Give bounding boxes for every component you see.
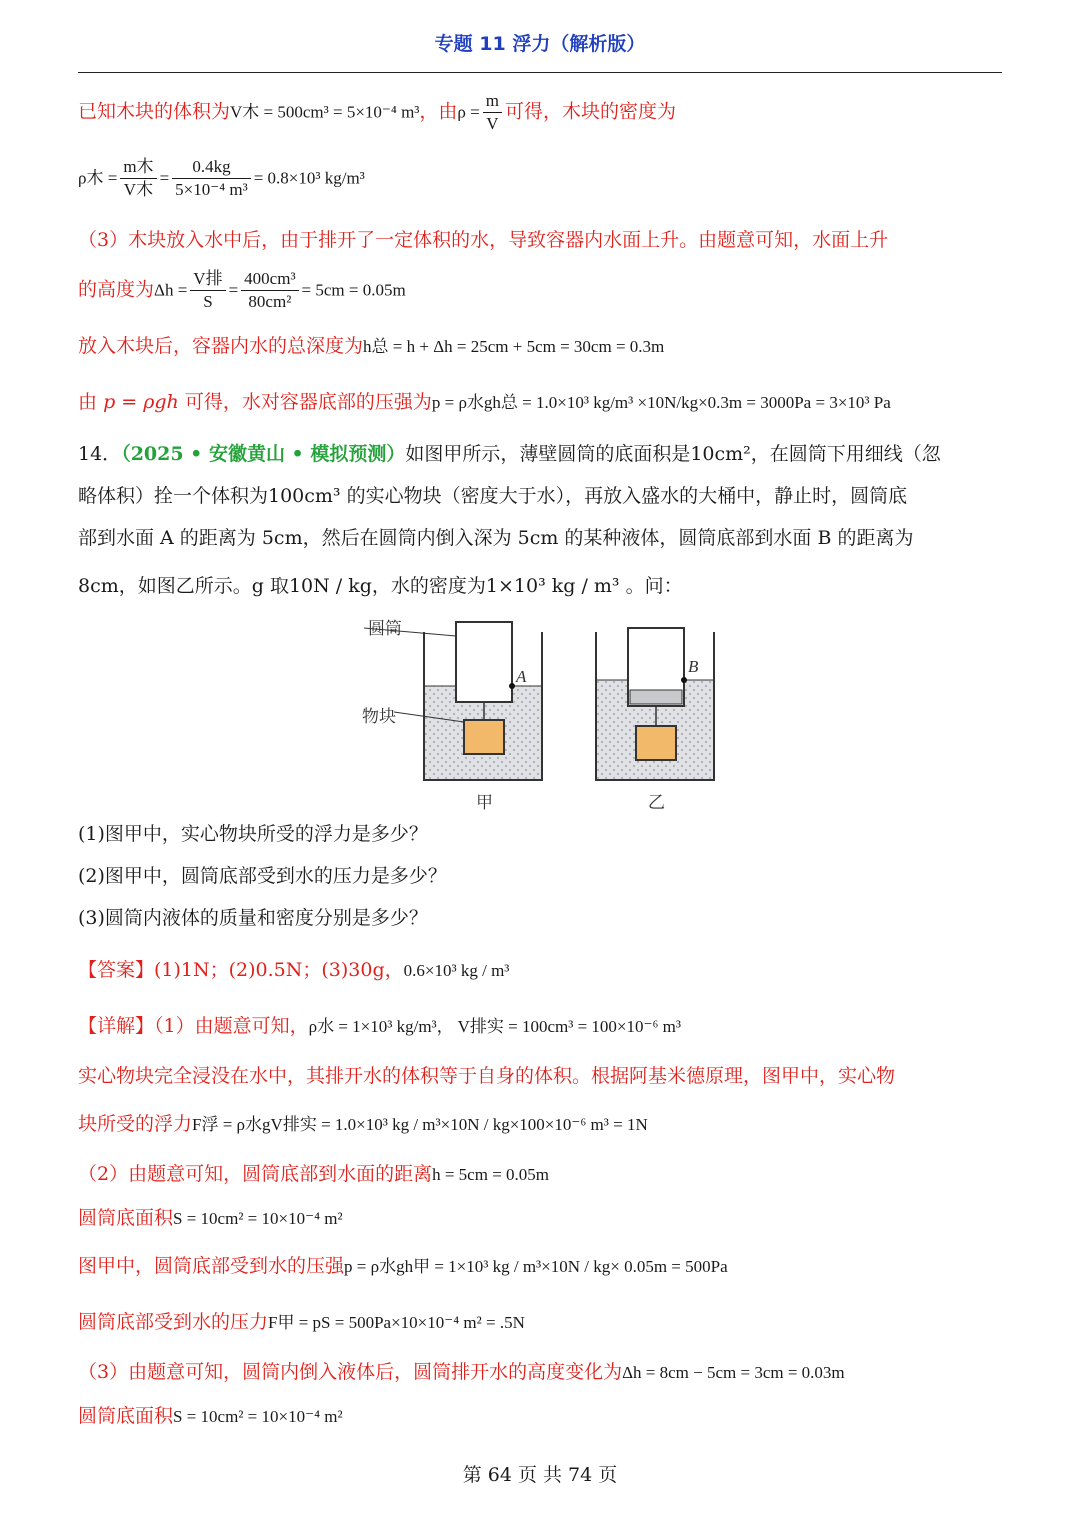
caption-yi: 乙 (648, 793, 665, 812)
label-block: 物块 (362, 707, 396, 726)
sub-question-3: (3)圆筒内液体的质量和密度分别是多少？ (78, 907, 428, 929)
detail-line-7: 圆筒底部受到水的压力F甲 = pS = 500Pa×10×10⁻⁴ m² = .5N (78, 1311, 525, 1333)
question-source: （2025 • 安徽黄山 • 模拟预测） (121, 443, 406, 465)
detail-tag: 【详解】 (78, 1015, 155, 1037)
label-a: A (516, 667, 527, 686)
detail-line-4: （2）由题意可知，圆筒底部到水面的距离h = 5cm = 0.05m (78, 1163, 550, 1185)
point-b-marker (681, 677, 687, 683)
fraction: $\frac{0.4kg}{\text{5×10⁻⁴ m³}}$ (172, 156, 251, 201)
cylinder-jia (456, 622, 512, 702)
detail-line-3: 块所受的浮力F浮 = ρ水gV排实 = 1.0×10³ kg / m³×10N / kg×100×10⁻⁶ m³ = 1N (78, 1113, 648, 1135)
answer-line: 【答案】(1)1N；(2)0.5N；(3)30g，0.6×10³ kg / m³ (78, 959, 510, 981)
buoyancy-diagram (360, 612, 730, 812)
liquid-layer-yi (630, 690, 682, 704)
fraction: $\frac{\text{400cm³}}{\text{80cm²}}$ (241, 268, 298, 313)
solution-part3-line2: 的高度为Δh = $\frac{\text{V排}}{S}$ = $\frac{\text{400cm³}}{\text{80cm²}}$ = 5cm = 0.05m (78, 269, 406, 311)
page-number: 第 64 页 共 74 页 (462, 1464, 618, 1486)
answer-tag: 【答案】 (78, 959, 155, 981)
question-14-line1: 14．（2025 • 安徽黄山 • 模拟预测）如图甲所示，薄壁圆筒的底面积是10cm²，在圆筒下用细线（忽 (78, 443, 941, 465)
label-cylinder: 圆筒 (368, 619, 402, 638)
question-14-line2: 略体积）拴一个体积为100cm³ 的实心物块（密度大于水），再放入盛水的大桶中，静止时，圆筒底 (78, 485, 908, 507)
point-a-marker (509, 683, 515, 689)
detail-line-5: 圆筒底面积S = 10cm² = 10×10⁻⁴ m² (78, 1207, 343, 1229)
solution-line-density: ρ木 = $\frac{\text{m木}}{\text{V木}}$ = $\frac{0.4kg}{\text{5×10⁻⁴ m³}}$ = 0.8×10³ kg/m³ (78, 157, 365, 199)
detail-line-9: 圆筒底面积S = 10cm² = 10×10⁻⁴ m² (78, 1405, 343, 1427)
caption-jia: 甲 (476, 793, 493, 812)
detail-line-8: （3）由题意可知，圆筒内倒入液体后，圆筒排开水的高度变化为Δh = 8cm − 5cm = 3cm = 0.03m (78, 1361, 845, 1383)
question-14-line4: 8cm，如图乙所示。g 取10N / kg，水的密度为1×10³ kg / m³ 。问： (78, 575, 683, 597)
fraction: $\frac{\text{m木}}{\text{V木}}$ (120, 156, 156, 201)
container-jia (362, 619, 542, 812)
sub-question-2: (2)图甲中，圆筒底部受到水的压力是多少？ (78, 865, 447, 887)
block-jia (464, 720, 504, 754)
container-yi (596, 628, 714, 812)
page-header (78, 26, 1002, 73)
fraction: $\frac{\text{V排}}{S}$ (190, 268, 225, 313)
label-b: B (688, 657, 699, 676)
solution-part3-line4: 由 p = ρgh 可得，水对容器底部的压强为p = ρ水gh总 = 1.0×10³ kg/m³ ×10N/kg×0.3m = 3000Pa = 3×10³ Pa (78, 391, 891, 413)
detail-line-6: 图甲中，圆筒底部受到水的压强p = ρ水gh甲 = 1×10³ kg / m³×10N / kg× 0.05m = 500Pa (78, 1255, 728, 1277)
solution-part3-line3: 放入木块后，容器内水的总深度为h总 = h + Δh = 25cm + 5cm = 30cm = 0.3m (78, 335, 665, 357)
detail-line-1: 【详解】（1）由题意可知，ρ水 = 1×10³ kg/m³， V排实 = 100cm³ = 100×10⁻⁶ m³ (78, 1015, 681, 1037)
sub-question-1: (1)图甲中，实心物块所受的浮力是多少？ (78, 823, 428, 845)
detail-line-2: 实心物块完全浸没在水中，其排开水的体积等于自身的体积。根据阿基米德原理，图甲中，实心物 (78, 1065, 896, 1087)
solution-line-volume: 已知木块的体积为V木 = 500cm³ = 5×10⁻⁴ m³，由ρ = $\frac{m}{V}$ 可得，木块的密度为 (78, 91, 676, 133)
question-14-line3: 部到水面 A 的距离为 5cm，然后在圆筒内倒入深为 5cm 的某种液体，圆筒底部到水面 B 的距离为 (78, 527, 914, 549)
page-title: 专题 11 浮力（解析版） (434, 33, 646, 55)
solution-part3-line1: （3）木块放入水中后，由于排开了一定体积的水，导致容器内水面上升。由题意可知，水面上升 (78, 229, 889, 251)
fraction: $\frac{m}{V}$ (483, 90, 502, 135)
block-yi (636, 726, 676, 760)
